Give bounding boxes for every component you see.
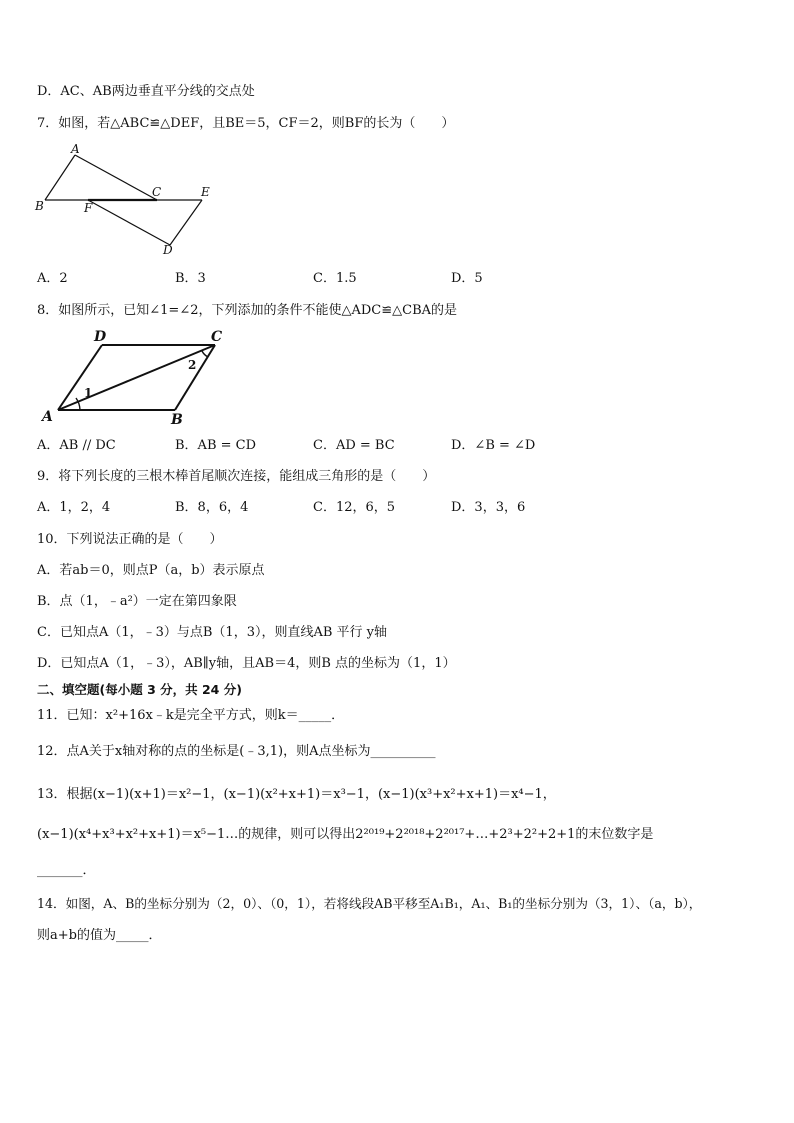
q10-stem: 10．下列说法正确的是（ ） bbox=[37, 532, 223, 547]
q8-segment-ac bbox=[58, 345, 215, 410]
q10-option-d: D．已知点A（1，﹣3），AB∥y轴，且AB＝4，则B 点的坐标为（1，1） bbox=[37, 656, 456, 671]
q8-option-c: C．AD = BC bbox=[313, 438, 395, 453]
q9-stem: 9．将下列长度的三根木棒首尾顺次连接，能组成三角形的是（ ） bbox=[37, 469, 436, 484]
q7-label-b: B bbox=[35, 199, 44, 213]
q7-segment-ab bbox=[45, 155, 75, 200]
q7-segment-ed bbox=[170, 200, 202, 245]
q8-label-c: C bbox=[211, 329, 223, 345]
q13-line-2: (x−1)(x⁴+x³+x²+x+1)＝x⁵−1…的规律，则可以得出2²⁰¹⁹+2²⁰¹⁸+2²⁰¹⁷+…+2³+2²+2+1的末位数字是 bbox=[37, 827, 654, 842]
q8-label-angle-1: 1 bbox=[84, 386, 93, 400]
q8-stem: 8．如图所示，已知∠1=∠2，下列添加的条件不能使△ADC≌△CBA的是 bbox=[37, 303, 458, 318]
q13-line-3: _______． bbox=[37, 863, 96, 878]
q7-label-d: D bbox=[163, 243, 173, 257]
q13-line-1: 13．根据(x−1)(x+1)＝x²−1，(x−1)(x²+x+1)＝x³−1，(x−1)(x³+x²+x+1)＝x⁴−1， bbox=[37, 787, 556, 802]
q10-option-c: C．已知点A（1，﹣3）与点B（1，3），则直线AB 平行 y轴 bbox=[37, 625, 388, 640]
q7-label-c: C bbox=[152, 185, 162, 199]
q7-label-a: A bbox=[71, 142, 80, 156]
q7-stem: 7．如图，若△ABC≌△DEF，且BE＝5，CF＝2，则BF的长为（ ） bbox=[37, 116, 455, 131]
q8-label-b: B bbox=[171, 412, 183, 428]
q8-angle-1-arc bbox=[76, 398, 80, 410]
q7-option-a: A．2 bbox=[37, 271, 68, 286]
q11-text: 11．已知：x²+16x﹣k是完全平方式，则k＝_____． bbox=[37, 708, 345, 723]
q7-label-e: E bbox=[201, 185, 210, 199]
q10-option-b: B．点（1，﹣a²）一定在第四象限 bbox=[37, 594, 237, 609]
q8-option-a: A．AB // DC bbox=[37, 438, 116, 453]
q8-segment-bc bbox=[175, 345, 215, 410]
q7-option-d: D．5 bbox=[451, 271, 483, 286]
q6-option-d: D．AC、AB两边垂直平分线的交点处 bbox=[37, 84, 255, 99]
q8-option-d: D．∠B = ∠D bbox=[451, 438, 536, 453]
q7-segment-fd bbox=[88, 200, 170, 245]
q8-angle-2-arc bbox=[202, 351, 208, 357]
q7-segment-ac bbox=[75, 155, 157, 200]
q7-option-c: C．1.5 bbox=[313, 271, 357, 286]
q14-line-2: 则a+b的值为_____． bbox=[37, 928, 162, 943]
q7-figure bbox=[30, 140, 220, 260]
q9-option-b: B．8，6，4 bbox=[175, 500, 249, 515]
q12-text: 12．点A关于x轴对称的点的坐标是(﹣3,1)，则A点坐标为__________ bbox=[37, 744, 436, 759]
q14-line-1: 14．如图，A、B的坐标分别为（2，0）、（0，1），若将线段AB平移至A₁B₁，A₁、B₁的坐标分别为（3，1）、（a，b）， bbox=[37, 896, 702, 911]
q8-label-d: D bbox=[94, 329, 107, 345]
q8-figure bbox=[30, 325, 235, 430]
section-heading: 二、填空题(每小题 3 分，共 24 分) bbox=[37, 682, 242, 697]
q9-option-c: C．12，6，5 bbox=[313, 500, 396, 515]
q7-label-f: F bbox=[84, 201, 93, 215]
q8-option-b: B．AB = CD bbox=[175, 438, 257, 453]
q10-option-a: A．若ab＝0，则点P（a，b）表示原点 bbox=[37, 563, 265, 578]
q9-option-d: D．3，3，6 bbox=[451, 500, 526, 515]
q7-option-b: B．3 bbox=[175, 271, 206, 286]
q9-option-a: A．1，2，4 bbox=[37, 500, 111, 515]
q8-label-a: A bbox=[42, 409, 53, 425]
q8-label-angle-2: 2 bbox=[188, 358, 197, 372]
